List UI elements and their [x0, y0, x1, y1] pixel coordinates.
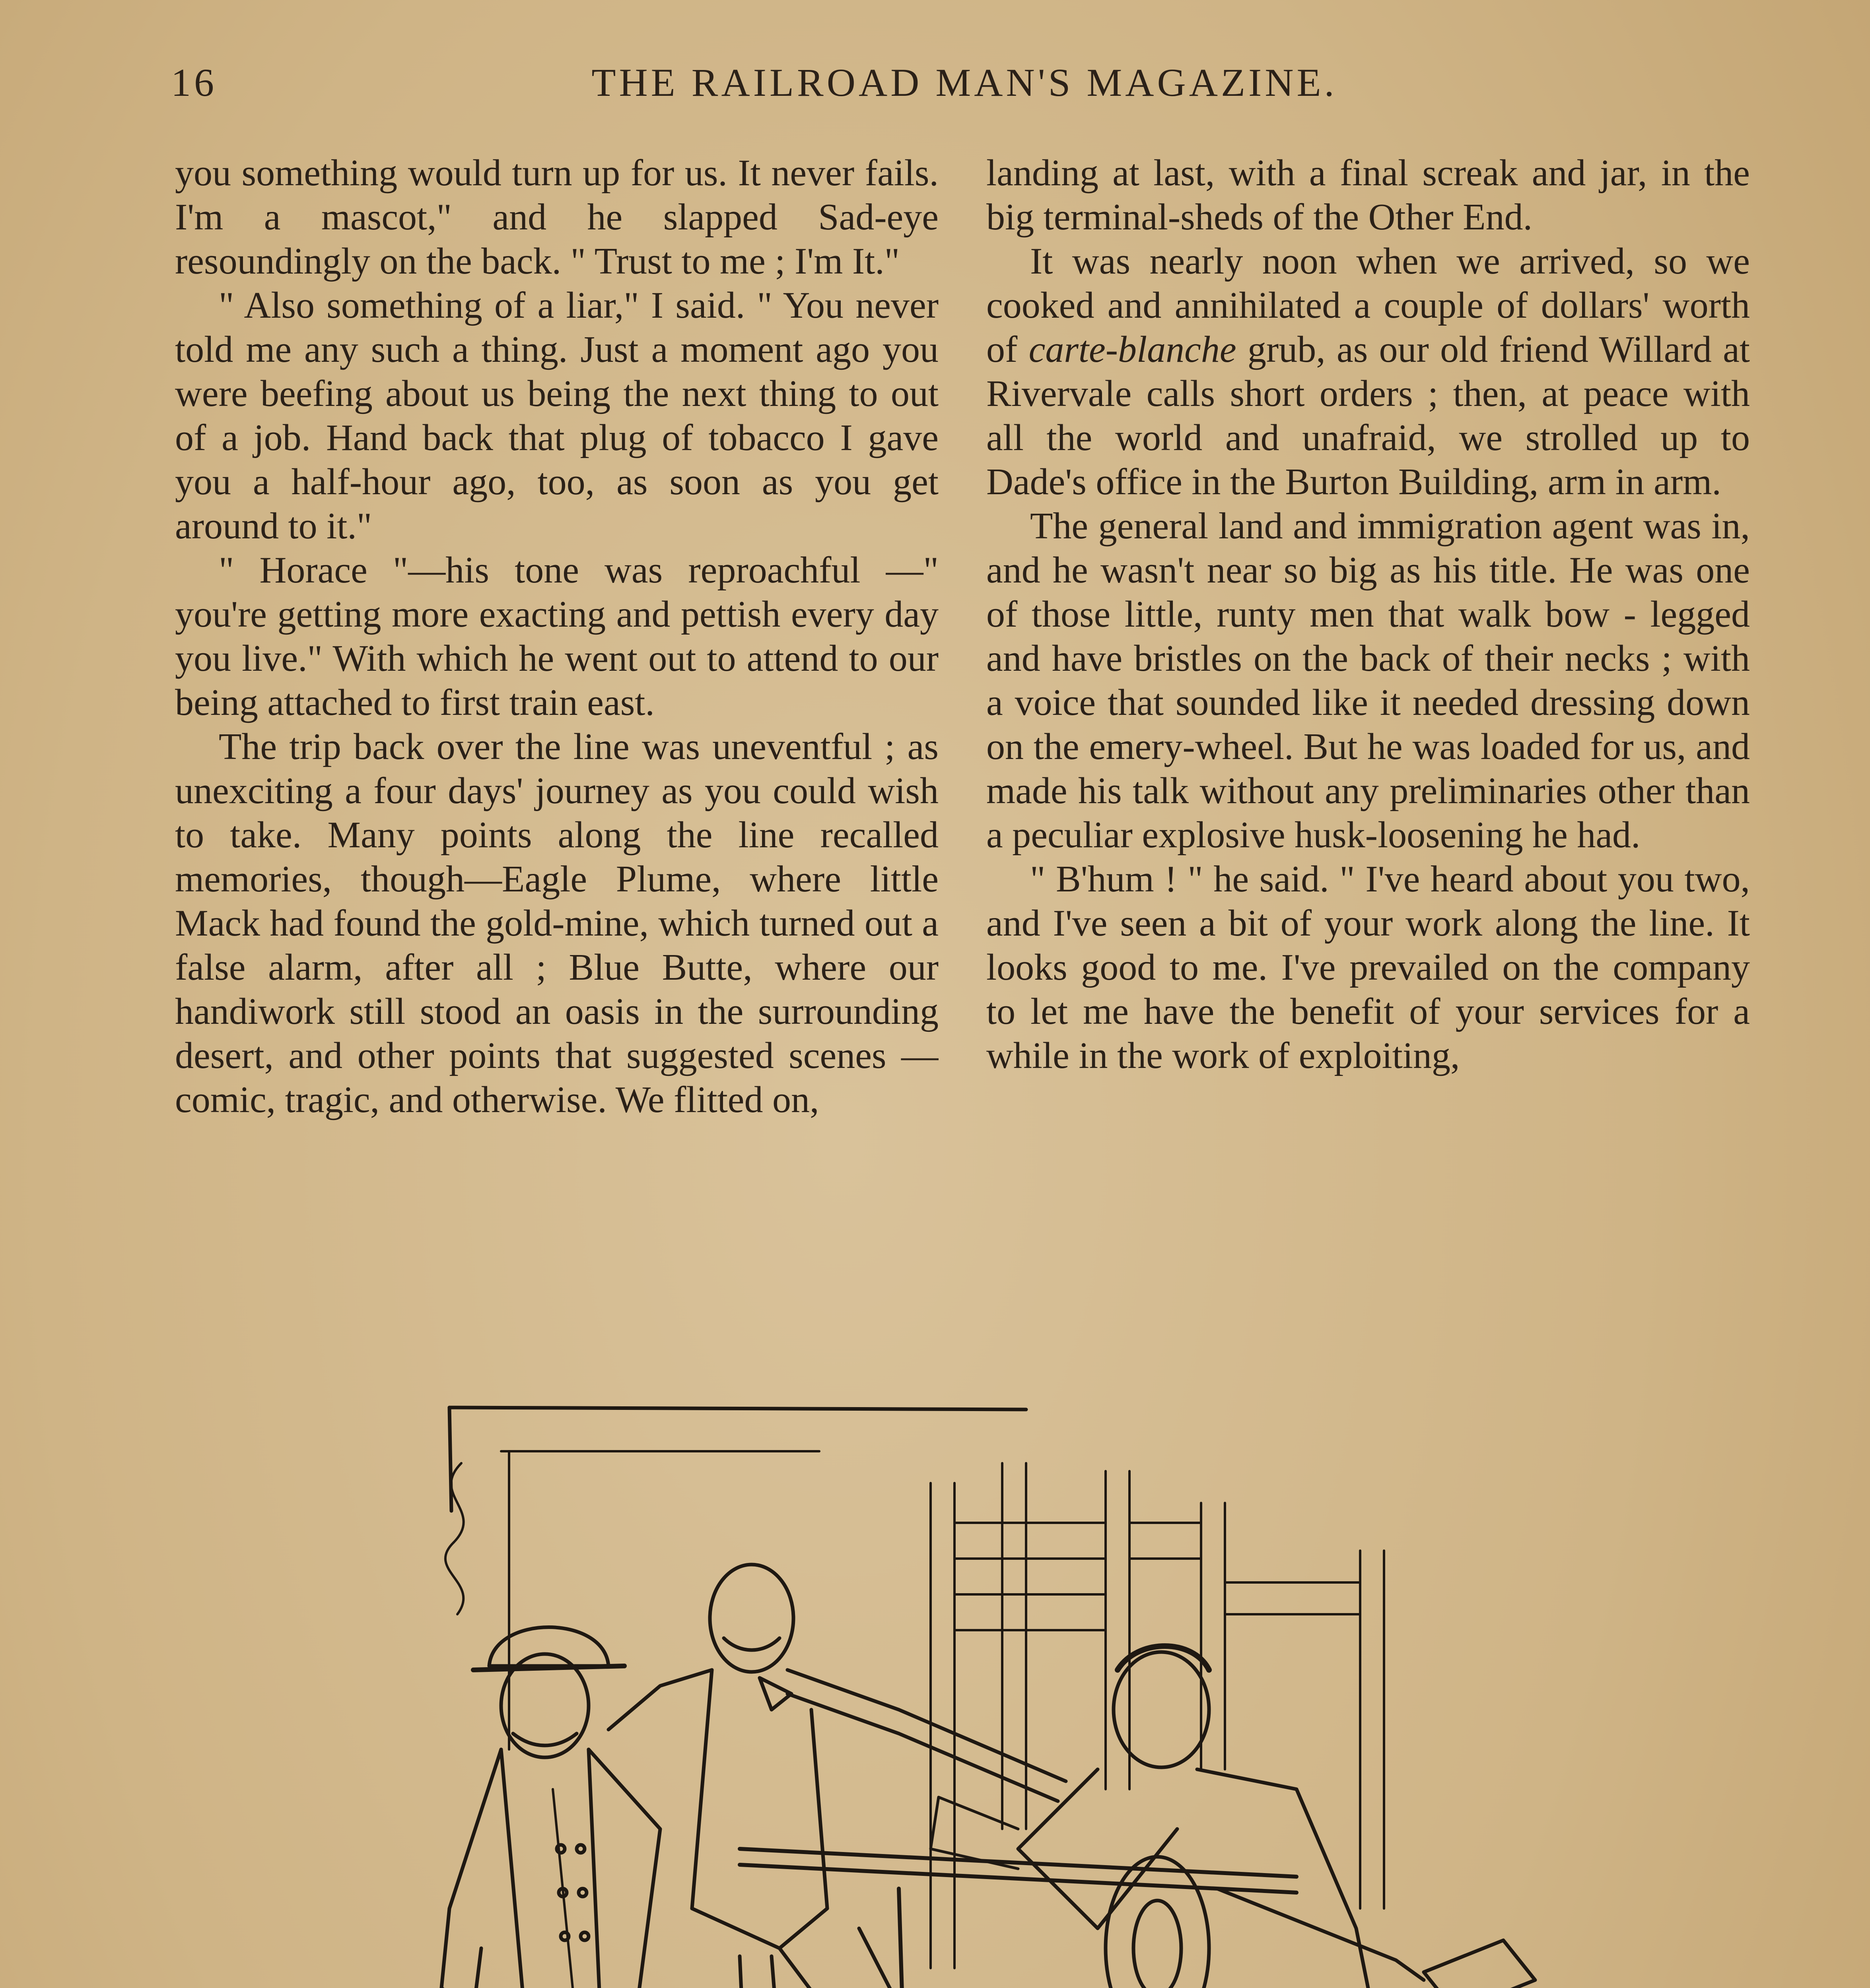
paragraph: The trip back over the line was uneventful ; as unexciting a four days' journey as you could wish to take. Many points along the line recalled memories, though—Eagle Plume, where little Mack had found the gold-mine, which turned out a false alarm, after all ; Blue Butte, where our handiwork still stood an oasis in the surrounding desert, and other points that suggested scenes — comic, tragic, and otherwise. We flitted on,: [175, 726, 939, 1120]
illustration-drawing: [382, 1392, 1615, 1988]
paragraph: [986, 239, 1750, 504]
paragraph: The general land and immigration agent was in, and he wasn't near so big as his title. He was one of those little, runty men that walk bow - legged and have bristles on the back of their necks ; with a voice that sounded like it needed dressing down on the emery-wheel. But he was loaded for us, and made his talk without any preliminaries other than a peculiar explosive husk-loosening he had.: [986, 505, 1750, 856]
paragraph: you something would turn up for us. It never fails. I'm a mascot," and he slapped Sad-eye resoundingly on the back. " Trust to me ; I'm It.": [175, 152, 939, 282]
figure-left-man: [441, 1627, 660, 1988]
page-header: [171, 60, 1758, 111]
italic-text: carte-blanche: [1028, 329, 1236, 370]
paragraph: " Horace "—his tone was reproachful —" you're getting more exacting and pettish every day you live." With which he went out to attend to our being attached to first train east.: [175, 549, 939, 723]
left-text-column: [175, 151, 939, 1336]
paragraph: " Also something of a liar," I said. " You never told me any such a thing. Just a moment ago you were beefing about us being the next thing to out of a job. Hand back that plug of tobacco I gave you a half-hour ago, too, as soon as you get around to it.": [175, 285, 939, 547]
pen-and-ink-illustration: [382, 1392, 1615, 1988]
paragraph: " B'hum ! " he said. " I've heard about you two, and I've seen a bit of your work along the line. It looks good to me. I've prevailed on the company to let me have the benefit of your services for a while in the work of exploiting,: [986, 858, 1750, 1076]
paragraph: landing at last, with a final screak and jar, in the big terminal-sheds of the Other End.: [986, 152, 1750, 238]
running-title: THE RAILROAD MAN'S MAGAZINE.: [591, 60, 1337, 105]
text-run: grub, as our old friend Willard at Rivervale calls short orders ; then, at peace with all the world and unafraid, we strolled up to Dade's office in the Burton Building, arm in arm.: [986, 329, 1750, 503]
bench: [740, 1849, 1495, 1988]
text-run: It was nearly noon when we arrived, so we cooked and annihilated a couple of dollars' worth of: [986, 241, 1750, 370]
figure-middle-man: [608, 1565, 1066, 1988]
right-text-column: [986, 151, 1750, 1336]
page-number: 16: [171, 60, 217, 105]
figure-seated-man: [912, 1646, 1535, 1988]
